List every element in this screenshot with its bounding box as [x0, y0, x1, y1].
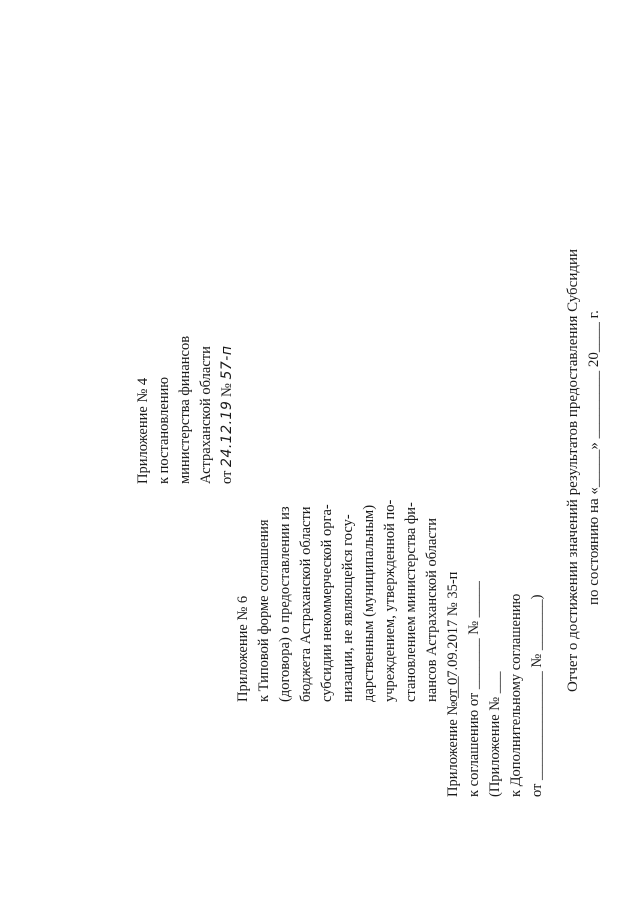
appendix-6-line: становлением министерства фи- — [403, 502, 419, 702]
appendix-4-title: Приложение № 4 — [135, 377, 151, 484]
appendix-6-line: дарственным (муниципальным) — [361, 504, 377, 702]
agreement-appendix-line: от _______________ № _______) — [529, 594, 545, 797]
number-sign: № — [219, 383, 235, 397]
appendix-4-line: министерства финансов — [177, 335, 193, 484]
agreement-appendix-header — [443, 581, 548, 797]
rotated-document-page — [35, 42, 635, 822]
appendix-6-line: учреждением, утвержденной по- — [382, 499, 398, 702]
appendix-6-line: нансов Астраханской области — [424, 518, 440, 702]
report-title — [563, 42, 605, 822]
handwritten-number: 57-п — [219, 345, 235, 380]
appendix-6-line: к Типовой форме соглашения — [256, 519, 272, 702]
agreement-appendix-line: к Дополнительному соглашению — [508, 593, 524, 797]
appendix-6-line: низации, не являющейся госу- — [340, 514, 356, 702]
agreement-appendix-line: (Приложение № ___ — [487, 671, 503, 797]
appendix-6-line: от 07.09.2017 № 35-п — [445, 571, 461, 702]
appendix-6-line: (договора) о предоставлении из — [277, 506, 293, 702]
appendix-6-line: субсидии некоммерческой орга- — [319, 504, 335, 702]
report-title-main: Отчет о достижении значений результатов предоставления Субсидии — [565, 248, 581, 692]
appendix-4-line: Астраханской области — [198, 346, 214, 484]
agreement-appendix-line: Приложение № ___ — [445, 676, 461, 797]
appendix-6-header — [233, 500, 464, 702]
appendix-4-header — [133, 336, 238, 484]
report-title-date: по состоянию на «_____» _________ 20____ г. — [586, 310, 602, 605]
appendix-4-line: к постановлению — [156, 376, 172, 484]
agreement-appendix-line: к соглашению от _______ № _____ — [466, 581, 482, 797]
date-prefix: от — [219, 470, 235, 484]
appendix-6-title: Приложение № 6 — [235, 595, 251, 702]
appendix-4-date-line — [217, 336, 238, 484]
handwritten-date: 24.12.19 — [219, 400, 235, 467]
appendix-6-line: бюджета Астраханской области — [298, 506, 314, 702]
